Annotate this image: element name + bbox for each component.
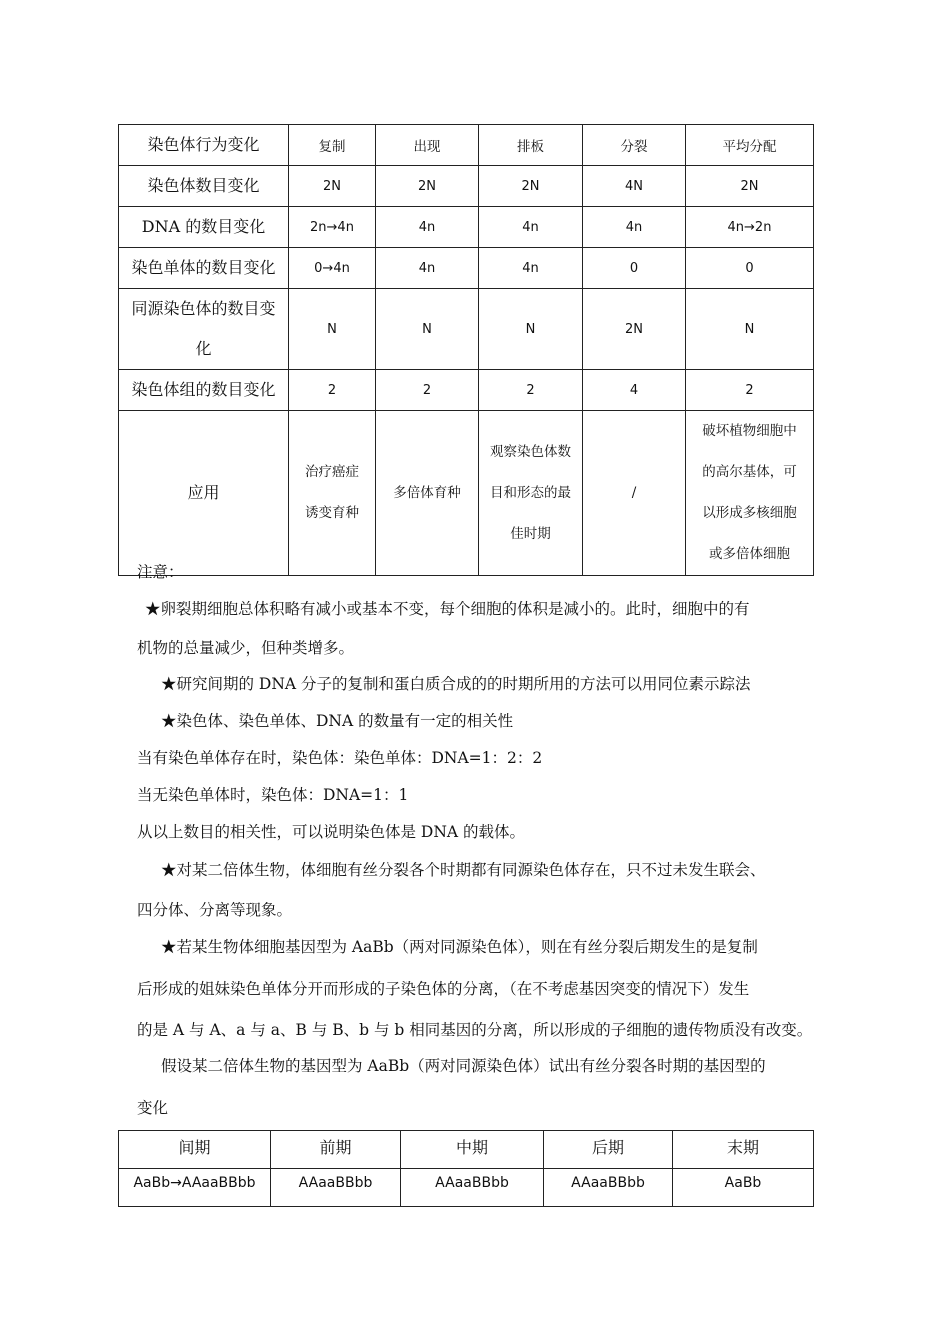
cell-line: 或多倍体细胞: [709, 546, 790, 562]
cell-line: 目和形态的最: [490, 484, 571, 501]
column-header: 末期: [673, 1131, 814, 1169]
cell-line: 以形成多核细胞: [702, 505, 797, 521]
table-cell: AAaaBBbb: [401, 1169, 544, 1207]
row-header-line: 同源染色体的数目变: [131, 299, 276, 318]
paragraph: 机物的总量减少，但种类增多。: [137, 639, 355, 657]
table-cell: 2: [479, 370, 583, 411]
table-header-row: [119, 1131, 814, 1169]
table-cell: 分裂: [583, 125, 686, 166]
table-cell: N: [686, 289, 814, 370]
table-cell: 排板: [479, 125, 583, 166]
chromosome-change-table: [118, 124, 814, 576]
table-row-application: [119, 411, 814, 576]
table-cell: 4n: [376, 207, 479, 248]
table-row: [119, 207, 814, 248]
table-cell: 4n→2n: [686, 207, 814, 248]
row-header: 染色体组的数目变化: [119, 370, 289, 411]
row-header: 染色体行为变化: [119, 125, 289, 166]
table-cell: 2N: [479, 166, 583, 207]
row-header: 应用: [119, 411, 289, 576]
table-cell: /: [583, 411, 686, 576]
paragraph: 的是 A 与 A、a 与 a、B 与 B、b 与 b 相同基因的分离，所以形成的子细胞的遗传物质没有改变。: [137, 1021, 813, 1039]
table-cell: 4: [583, 370, 686, 411]
table-cell: 0: [583, 248, 686, 289]
table-cell: 2n→4n: [289, 207, 376, 248]
table-cell: 出现: [376, 125, 479, 166]
table-cell: 4n: [376, 248, 479, 289]
paragraph: ★若某生物体细胞基因型为 AaBb（两对同源染色体），则在有丝分裂后期发生的是复制: [161, 938, 758, 956]
table-cell: [289, 411, 376, 576]
cell-line: 的高尔基体，可: [702, 464, 797, 480]
table-cell: 2: [376, 370, 479, 411]
column-header: 中期: [401, 1131, 544, 1169]
column-header: 间期: [119, 1131, 271, 1169]
paragraph: ★研究间期的 DNA 分子的复制和蛋白质合成的的时期所用的方法可以用同位素示踪法: [161, 675, 751, 693]
table-cell: 2N: [686, 166, 814, 207]
table-cell: [686, 411, 814, 576]
paragraph: 从以上数目的相关性，可以说明染色体是 DNA 的载体。: [137, 823, 526, 841]
paragraph: 假设某二倍体生物的基因型为 AaBb（两对同源染色体）试出有丝分裂各时期的基因型的: [161, 1057, 766, 1075]
table-cell: 2: [289, 370, 376, 411]
table-cell: 2N: [289, 166, 376, 207]
column-header: 后期: [544, 1131, 673, 1169]
cell-line: 治疗癌症: [305, 464, 359, 480]
notes-title: 注意：: [137, 563, 184, 581]
table-cell: 平均分配: [686, 125, 814, 166]
column-header: 前期: [271, 1131, 401, 1169]
table-row: [119, 370, 814, 411]
table-cell: N: [479, 289, 583, 370]
paragraph: ★染色体、染色单体、DNA 的数量有一定的相关性: [161, 712, 514, 730]
table-cell: 2N: [583, 289, 686, 370]
paragraph: 四分体、分离等现象。: [137, 901, 293, 919]
table-row: [119, 166, 814, 207]
table-cell: 复制: [289, 125, 376, 166]
table-cell: AAaaBBbb: [271, 1169, 401, 1207]
table-cell: AaBb→AAaaBBbb: [119, 1169, 271, 1207]
table-cell: 0: [686, 248, 814, 289]
cell-line: 观察染色体数: [490, 443, 571, 460]
paragraph: 当无染色单体时，染色体：DNA=1：1: [137, 786, 409, 804]
row-header: 染色单体的数目变化: [119, 248, 289, 289]
table-row: [119, 289, 814, 370]
cell-line: 诱变育种: [305, 505, 359, 521]
table-row: [119, 248, 814, 289]
table-cell: AAaaBBbb: [544, 1169, 673, 1207]
table-cell: 多倍体育种: [376, 411, 479, 576]
cell-line: 破坏植物细胞中: [702, 423, 797, 439]
table-cell: 2: [686, 370, 814, 411]
paragraph: ★对某二倍体生物，体细胞有丝分裂各个时期都有同源染色体存在，只不过未发生联会、: [161, 861, 766, 879]
table-cell: 4n: [479, 248, 583, 289]
table-cell: 4n: [583, 207, 686, 248]
table-cell: 4N: [583, 166, 686, 207]
row-header: DNA 的数目变化: [119, 207, 289, 248]
genotype-table: [118, 1130, 814, 1207]
paragraph: ★卵裂期细胞总体积略有减小或基本不变，每个细胞的体积是减小的。此时，细胞中的有: [145, 600, 750, 618]
paragraph: 变化: [137, 1099, 169, 1117]
cell-line: 佳时期: [510, 525, 551, 542]
table-cell: 2N: [376, 166, 479, 207]
row-header-line: 化: [195, 339, 212, 358]
paragraph: 后形成的姐妹染色单体分开而形成的子染色体的分离，（在不考虑基因突变的情况下）发生: [137, 980, 750, 998]
table-cell: 0→4n: [289, 248, 376, 289]
table-row: [119, 1169, 814, 1207]
table-cell: 4n: [479, 207, 583, 248]
row-header: 染色体数目变化: [119, 166, 289, 207]
table-cell: [479, 411, 583, 576]
table-cell: N: [289, 289, 376, 370]
table-cell: N: [376, 289, 479, 370]
table-row: [119, 125, 814, 166]
row-header: [119, 289, 289, 370]
paragraph: 当有染色单体存在时，染色体：染色单体：DNA=1：2：2: [137, 749, 543, 767]
table-cell: AaBb: [673, 1169, 814, 1207]
